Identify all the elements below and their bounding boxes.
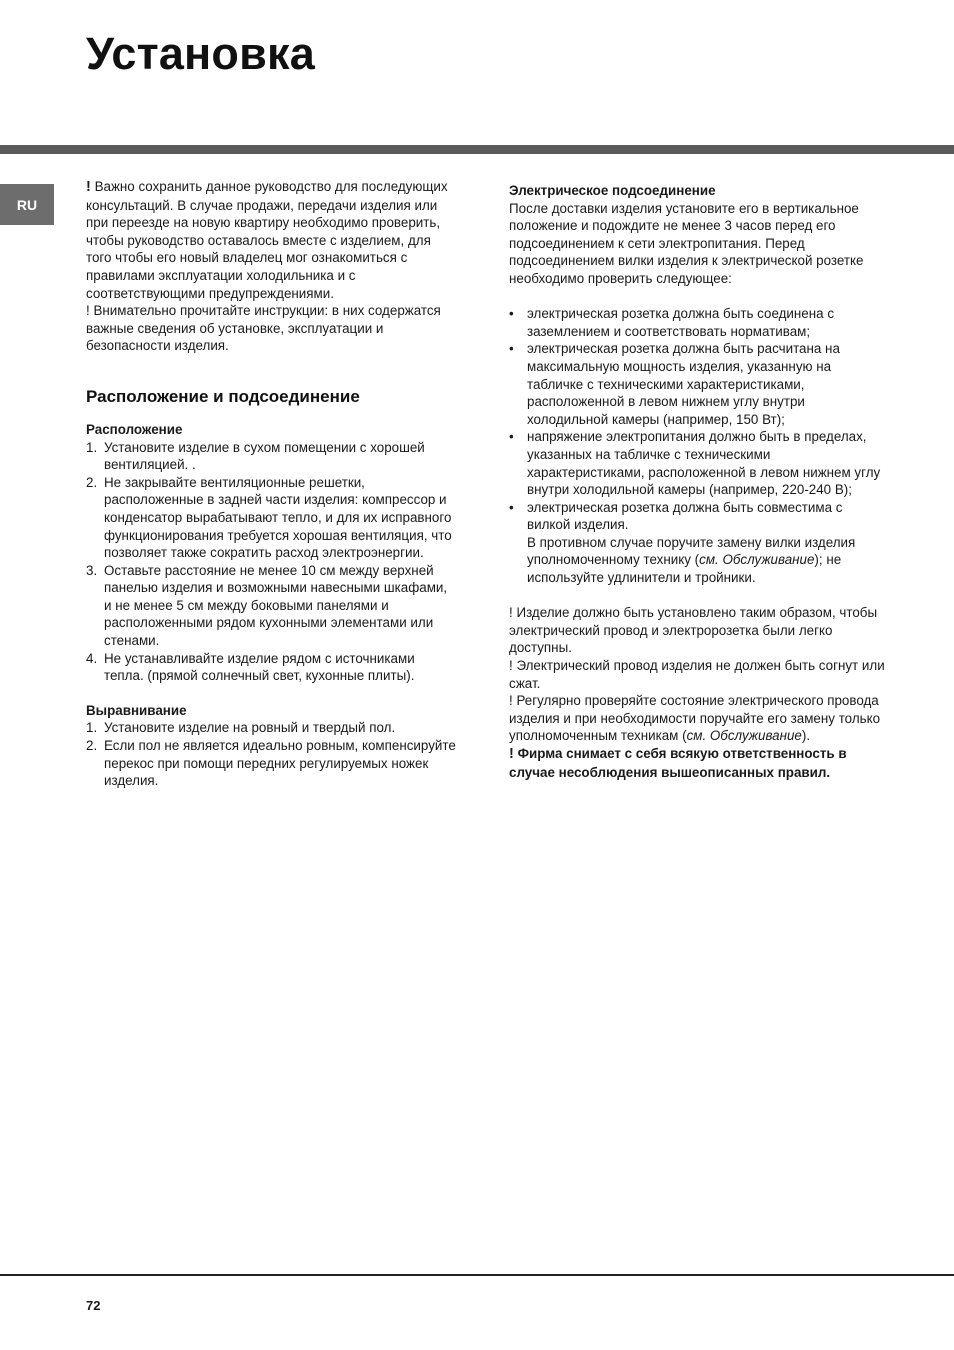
page-title: Установка: [86, 28, 315, 79]
section-heading-placement-connection: Расположение и подсоединение: [86, 386, 360, 406]
list-item: 2. Не закрывайте вентиляционные решетки, расположенные в задней части изделия: компрессор и конденсатор вырабатывают тепло, и для их исправного функционирования требуется хорошая вентиляция, что позволяет также сократить расход электроэнергии.: [86, 474, 452, 561]
page-number: 72: [86, 1298, 101, 1313]
subheading-placement: Расположение: [86, 421, 183, 437]
placement-list: [86, 439, 458, 685]
leveling-list: [86, 719, 458, 789]
warning-cable-check: ! Регулярно проверяйте состояние электрического провода изделия и при необходимости поручайте его замену только уполномоченным техникам (см. Обслуживание).: [509, 693, 881, 744]
left-column: [86, 178, 458, 790]
list-item: 3. Оставьте расстояние не менее 10 см между верхней панелью изделия и возможными навесными шкафами, и не менее 5 см между боковыми панелями и расположенными рядом кухонными элементами или стенами.: [86, 562, 448, 649]
subheading-electrical-connection: Электрическое подсоединение: [509, 183, 716, 198]
intro-paragraph-2: ! Внимательно прочитайте инструкции: в них содержатся важные сведения об установке, эксплуатации и безопасности изделия.: [86, 303, 441, 354]
list-item: • напряжение электропитания должно быть в пределах, указанных на табличке с техническими характеристиками, расположенной в левом нижнем углу внутри холодильной камеры (например, 220-240 В);: [509, 429, 881, 498]
liability-disclaimer: ! Фирма снимает с себя всякую ответственность в случае несоблюдения вышеописанных правил.: [509, 746, 847, 780]
list-item: 1. Установите изделие в сухом помещении с хорошей вентиляцией. .: [86, 439, 425, 473]
warning-mark: !: [509, 746, 514, 762]
list-item: • электрическая розетка должна быть совместима с вилкой изделия. В противном случае поручите замену вилки изделия уполномоченному технику (см. Обслуживание); не используйте удлинители и тройники.: [509, 499, 856, 586]
list-item: • электрическая розетка должна быть соединена с заземлением и соответствовать нормативам;: [509, 306, 835, 339]
list-item: 4. Не устанавливайте изделие рядом с источниками тепла. (прямой солнечный свет, кухонные плиты).: [86, 650, 415, 684]
right-column: [509, 178, 889, 781]
intro-paragraph-1: ! Важно сохранить данное руководство для последующих консультаций. В случае продажи, передачи изделия или при переезде на новую квартиру необходимо проверить, чтобы руководство оставалось вместе с изделием, для того чтобы его новый владелец мог ознакомиться с правилами эксплуатации холодильника и с соответствующими предупреждениями.: [86, 179, 448, 301]
warning-accessible: ! Изделие должно быть установлено таким образом, чтобы электрический провод и электророзетка были легко доступны.: [509, 605, 878, 656]
service-reference: см. Обслуживание: [699, 552, 815, 568]
list-item: 2. Если пол не является идеально ровным, компенсируйте перекос при помощи передних регулируемых ножек изделия.: [86, 738, 456, 789]
list-item: • электрическая розетка должна быть расчитана на максимальную мощность изделия, указанную на табличке с техническими характеристиками, расположенной в левом нижнем углу внутри холодильной камеры (например, 150 Вт);: [509, 341, 840, 427]
language-badge: RU: [0, 184, 54, 225]
warning-mark: !: [86, 179, 91, 195]
replacement-note: В противном случае поручите замену вилки изделия уполномоченному технику (см. Обслуживание); не используйте удлинители и тройники.: [527, 534, 856, 586]
electric-checklist: [509, 305, 889, 587]
warning-cable-bend: ! Электрический провод изделия не должен быть согнут или сжат.: [509, 658, 885, 691]
electric-intro: После доставки изделия установите его в вертикальное положение и подождите не менее 3 часов перед его подсоединением к сети электропитания. Перед подсоединением вилки изделия к электрической розетке необходимо проверить следующее:: [509, 200, 864, 286]
header-divider: [0, 145, 954, 154]
list-item: 1. Установите изделие на ровный и твердый пол.: [86, 720, 396, 736]
footer-divider: [0, 1274, 954, 1276]
subheading-leveling: Выравнивание: [86, 702, 187, 718]
service-reference: см. Обслуживание: [686, 728, 802, 744]
